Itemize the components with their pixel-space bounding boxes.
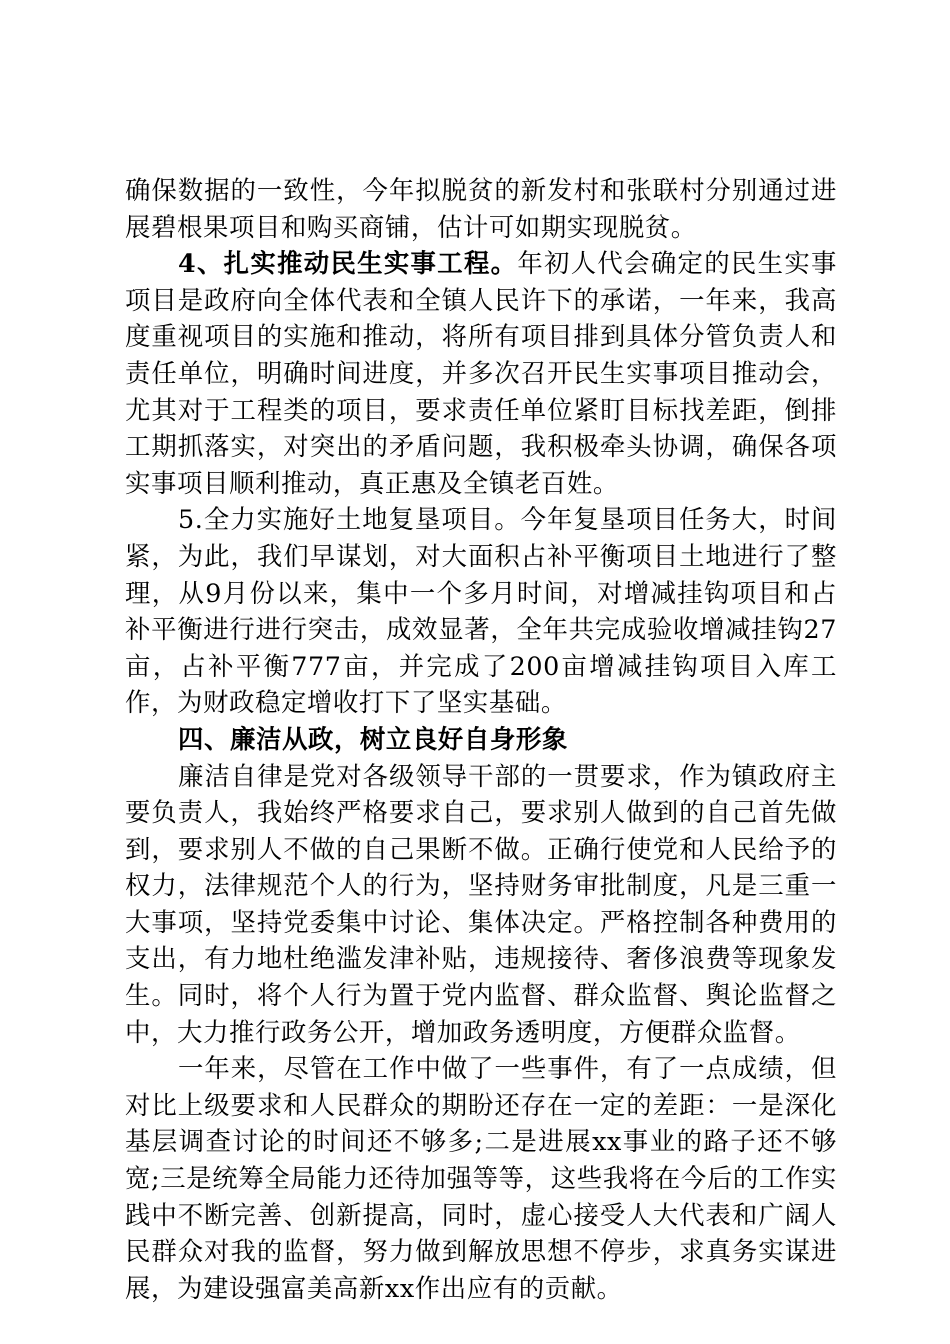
document-body [125,172,837,1306]
paragraph-text: 5.全力实施好土地复垦项目。今年复垦项目任务大，时间紧，为此，我们早谋划，对大面积占补平衡项目土地进行了整理，从9月份以来，集中一个多月时间，对增减挂钩项目和占补平衡进行进行突击，成效显著，全年共完成验收增减挂钩27亩，占补平衡777亩，并完成了200亩增减挂钩项目入库工作，为财政稳定增收打下了坚实基础。 [125,504,837,718]
paragraph-lead-heading: 4、扎实推动民生实事工程。 [178,248,518,279]
paragraph-text: 确保数据的一致性，今年拟脱贫的新发村和张联村分别通过进展碧根果项目和购买商铺，估计可如期实现脱贫。 [125,175,837,242]
paragraph-summary-shortcomings [125,1050,837,1306]
paragraph-text: 廉洁自律是党对各级领导干部的一贯要求，作为镇政府主要负责人，我始终严格要求自己，要求别人做到的自己首先做到，要求别人不做的自己果断不做。正确行使党和人民给予的权力，法律规范个人的行为，坚持财务审批制度，凡是三重一大事项，坚持党委集中讨论、集体决定。严格控制各种费用的支出，有力地杜绝滥发津补贴，违规接待、奢侈浪费等现象发生。同时，将个人行为置于党内监督、群众监督、舆论监督之中，大力推行政务公开，增加政务透明度，方便群众监督。 [125,760,837,1047]
paragraph-poverty-alleviation-continued [125,172,837,245]
section-heading-integrity [125,721,837,758]
paragraph-text: 年初人代会确定的民生实事项目是政府向全体代表和全镇人民许下的承诺，一年来，我高度重视项目的实施和推动，将所有项目排到具体分管负责人和责任单位，明确时间进度，并多次召开民生实事项目推动会，尤其对于工程类的项目，要求责任单位紧盯目标找差距，倒排工期抓落实，对突出的矛盾问题，我积极牵头协调，确保各项实事项目顺利推动，真正惠及全镇老百姓。 [125,248,838,498]
paragraph-integrity-self-discipline [125,758,837,1051]
paragraph-livelihood-projects [125,245,837,501]
section-heading-text: 四、廉洁从政，树立良好自身形象 [178,723,568,754]
paragraph-land-reclamation [125,501,837,721]
paragraph-text: 一年来，尽管在工作中做了一些事件，有了一点成绩，但对比上级要求和人民群众的期盼还存在一定的差距：一是深化基层调查讨论的时间还不够多;二是进展xx事业的路子还不够宽;三是统筹全局能力还待加强等等，这些我将在今后的工作实践中不断完善、创新提高，同时，虚心接受人大代表和广阔人民群众对我的监督，努力做到解放思想不停步，求真务实谋进展，为建设强富美高新xx作出应有的贡献。 [125,1053,837,1303]
